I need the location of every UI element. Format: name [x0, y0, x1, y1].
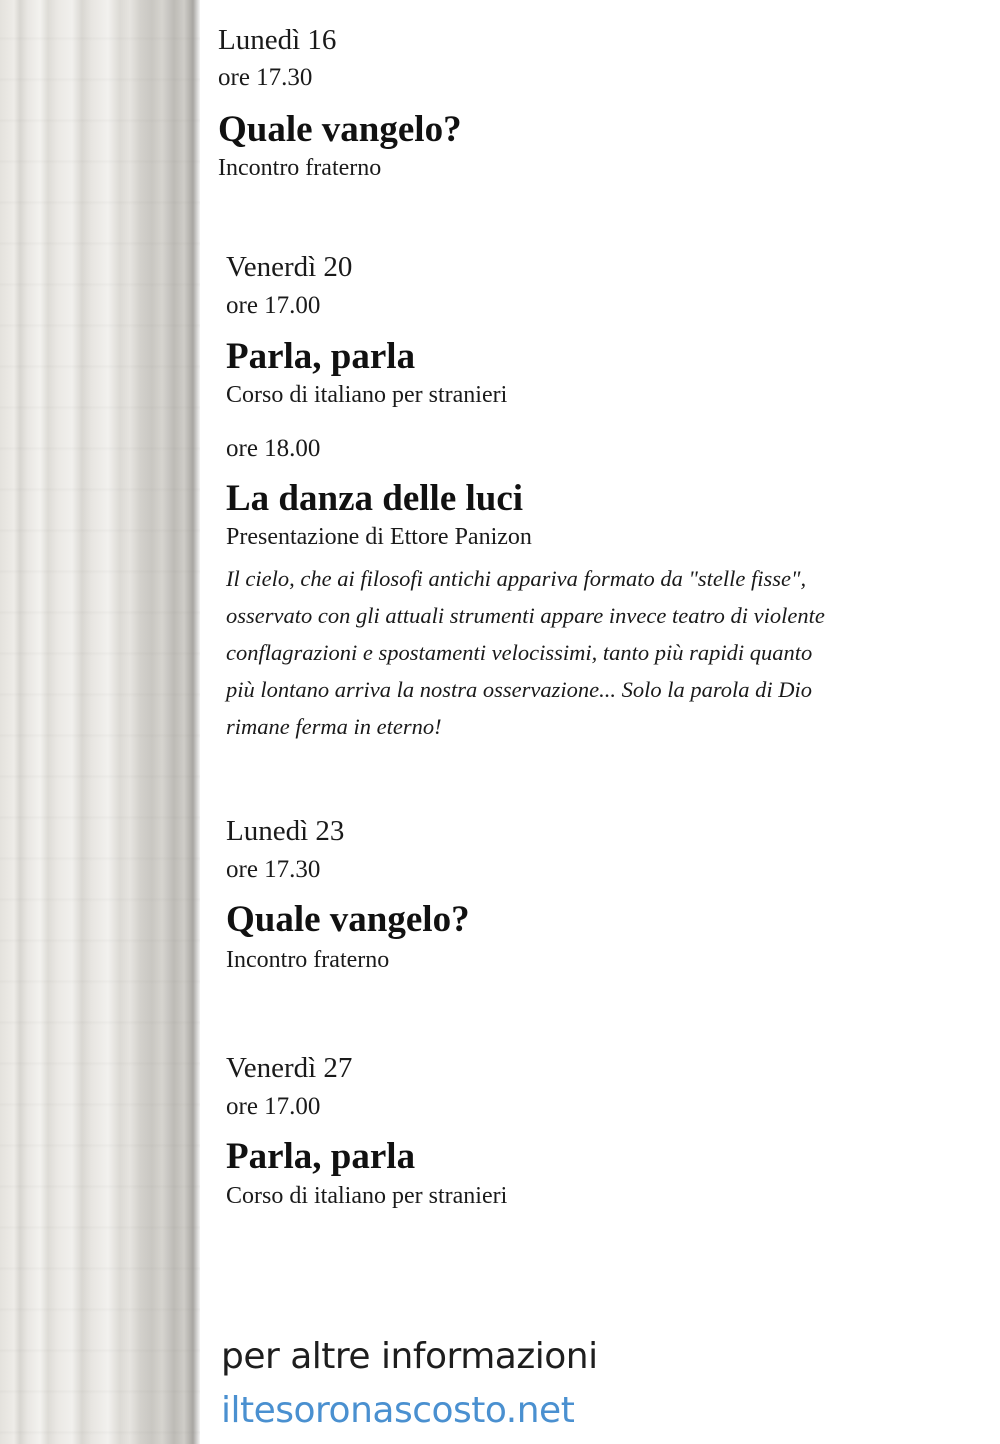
description-line: più lontano arriva la nostra osservazione... Solo la parola di Dio: [226, 677, 813, 702]
event-time: ore 17.00: [226, 292, 321, 319]
website-link[interactable]: iltesoronascosto.net: [221, 1390, 575, 1431]
event-title: Quale vangelo?: [226, 899, 470, 940]
event-time: ore 17.00: [226, 1093, 321, 1120]
event-subtitle: Corso di italiano per stranieri: [226, 1183, 508, 1209]
event-time-second: ore 18.00: [226, 435, 321, 462]
event-subtitle: Corso di italiano per stranieri: [226, 382, 508, 408]
event-title: Parla, parla: [226, 1136, 416, 1177]
event-day: Venerdì 20: [226, 251, 353, 283]
description-line: rimane ferma in eterno!: [226, 714, 442, 739]
description-line: osservato con gli attuali strumenti appare invece teatro di violente: [226, 603, 825, 628]
marble-column-image: [0, 0, 200, 1444]
event-time: ore 17.30: [226, 856, 321, 883]
event-subtitle: Incontro fraterno: [226, 947, 390, 973]
event-day: Lunedì 23: [226, 815, 345, 847]
event-day: Lunedì 16: [218, 24, 337, 56]
event-title: Quale vangelo?: [218, 109, 462, 150]
info-text: per altre informazioni: [221, 1336, 598, 1377]
description-line: Il cielo, che ai filosofi antichi appariva formato da "stelle fisse",: [226, 566, 807, 591]
event-subtitle-second: Presentazione di Ettore Panizon: [226, 524, 532, 550]
event-time: ore 17.30: [218, 64, 313, 91]
event-subtitle: Incontro fraterno: [218, 155, 382, 181]
event-day: Venerdì 27: [226, 1052, 353, 1084]
description-line: conflagrazioni e spostamenti velocissimi, tanto più rapidi quanto: [226, 640, 813, 665]
event-description: [226, 560, 866, 745]
event-title: Parla, parla: [226, 336, 416, 377]
event-title-second: La danza delle luci: [226, 478, 524, 519]
